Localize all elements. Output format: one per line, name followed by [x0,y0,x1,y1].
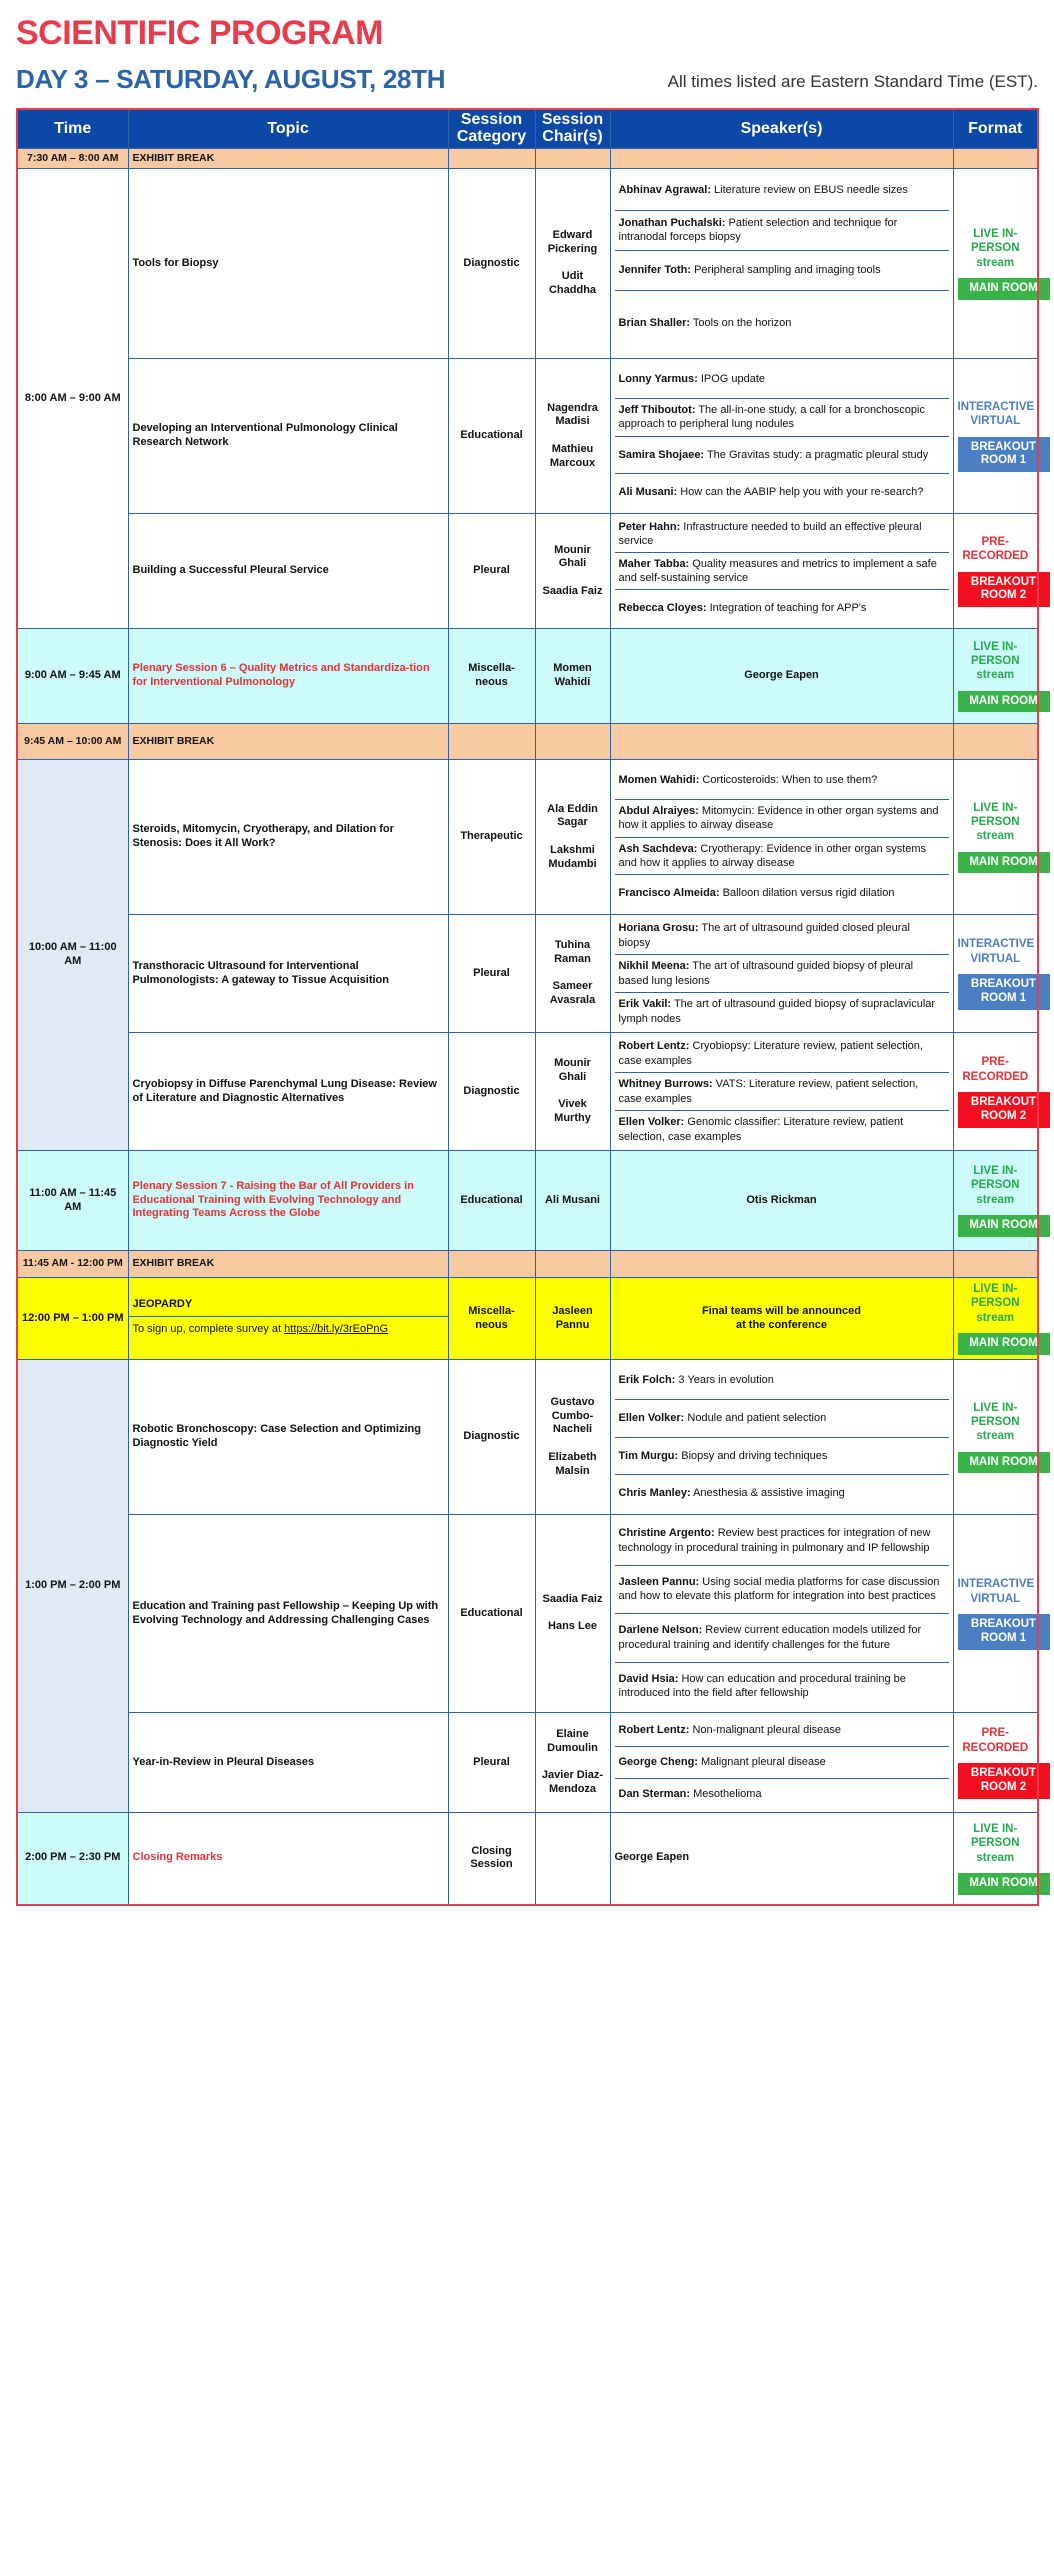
session-speaker: George Eapen [610,1813,953,1905]
main-room-badge: MAIN ROOM [958,691,1050,713]
session-category: Educational [448,1151,535,1251]
speaker-item: Whitney Burrows: VATS: Literature review, patient selection, case examples [615,1073,949,1111]
session-speakers [610,1360,953,1515]
session-topic: Robotic Bronchoscopy: Case Selection and Optimizing Diagnostic Yield [128,1360,448,1515]
session-category: Miscella-neous [448,629,535,724]
table-header-row [17,109,1038,149]
speaker-item: Darlene Nelson: Review current education models utilized for procedural training and identify challenges for the future [615,1614,949,1663]
session-chairs [535,915,610,1033]
session-row [17,1713,1038,1813]
block-time: 12:00 PM – 1:00 PM [17,1278,128,1360]
break-row [17,149,1038,169]
speaker-item: Ali Musani: How can the AABIP help you with your re-search? [618,486,924,499]
page-title: SCIENTIFIC PROGRAM [16,14,383,52]
chair-name: Javier Diaz-Mendoza [541,1769,604,1796]
breakout-room-1-badge: BREAKOUT ROOM 1 [958,974,1050,1010]
col-header-speakers: Speaker(s) [610,109,953,149]
break-time: 11:45 AM - 12:00 PM [17,1251,128,1278]
session-format [953,1033,1038,1151]
session-format [953,915,1038,1033]
speaker-item: Ash Sachdeva: Cryotherapy: Evidence in other organ systems and how it applies to airway disease [615,838,949,876]
speaker-item: Abhinav Agrawal: Literature review on EBUS needle sizes [615,171,949,211]
chair-name: Elaine Dumoulin [547,1728,598,1754]
session-chairs [535,1813,610,1905]
session-speakers [610,760,953,915]
format-pre-label: PRE-RECORDED [962,535,1029,563]
chair-name: Vivek Murthy [554,1098,591,1125]
session-topic: Building a Successful Pleural Service [128,514,448,629]
format-live-label: LIVE IN-PERSON stream [970,640,1020,682]
plenary-row [17,629,1038,724]
main-room-badge: MAIN ROOM [958,1333,1050,1355]
session-format [953,1813,1038,1905]
session-chairs [535,1713,610,1813]
session-chairs [535,760,610,915]
jeopardy-row [17,1278,1038,1360]
session-speaker: George Eapen [610,629,953,724]
chair-name: Mathieu Marcoux [549,442,596,469]
format-virtual-label: INTERACTIVE VIRTUAL [957,1578,1035,1605]
session-speakers [610,1033,953,1151]
chair-name: Jasleen Pannu [552,1304,593,1331]
signup-link[interactable]: https://bit.ly/3rEoPnG [284,1323,389,1335]
speaker-item: Erik Vakil: The art of ultrasound guided biopsy of supraclavicular lymph nodes [618,998,936,1025]
col-header-time: Time [17,109,128,149]
session-format [953,169,1038,359]
speaker-item: Rebecca Cloyes: Integration of teaching for APP's [618,601,867,614]
session-speakers [610,915,953,1033]
format-virtual-label: INTERACTIVE VIRTUAL [957,938,1035,965]
signup-text: To sign up, complete survey at https://bit.ly/3rEoPnG [132,1323,389,1335]
format-pre-label: PRE-RECORDED [962,1056,1029,1083]
timezone-note: All times listed are Eastern Standard Time (EST). [667,72,1038,91]
block-time: 10:00 AM – 11:00 AM [17,760,128,1151]
speaker-item: Nikhil Meena: The art of ultrasound guided biopsy of pleural based lung lesions [615,955,949,993]
break-label: EXHIBIT BREAK [128,1251,448,1278]
session-category: Educational [448,359,535,514]
session-speakers [610,514,953,629]
session-chairs [535,629,610,724]
session-chairs [535,1515,610,1713]
session-chairs [535,1278,610,1360]
main-room-badge: MAIN ROOM [958,278,1050,300]
main-room-badge: MAIN ROOM [958,1873,1050,1895]
chair-name: Saadia Faiz [542,1592,603,1605]
break-row [17,724,1038,760]
session-topic: Plenary Session 6 – Quality Metrics and Standardiza-tion for Interventional Pulmonology [128,629,448,724]
jeopardy-topic-cell [128,1278,448,1360]
chair-name: Tuhina Raman [554,939,591,965]
block-time: 2:00 PM – 2:30 PM [17,1813,128,1905]
break-row [17,1251,1038,1278]
chair-name: Edward Pickering [547,229,598,255]
session-topic: Steroids, Mitomycin, Cryotherapy, and Dilation for Stenosis: Does it All Work? [128,760,448,915]
session-row [17,1033,1038,1151]
breakout-room-2-badge: BREAKOUT ROOM 2 [958,572,1050,608]
speaker-item: Jonathan Puchalski: Patient selection and technique for intranodal forceps biopsy [615,211,949,251]
speaker-item: Ellen Volker: Nodule and patient selection [615,1400,949,1438]
chair-name: Ala Eddin Sagar [547,802,598,829]
session-row [17,359,1038,514]
format-live-label: LIVE IN-PERSON stream [970,228,1020,269]
session-speakers [610,359,953,514]
col-header-category: Session Category [448,109,535,149]
session-row [17,1515,1038,1713]
session-category: Pleural [448,514,535,629]
speaker-item: Samira Shojaee: The Gravitas study: a pragmatic pleural study [615,437,949,475]
speaker-item: Francisco Almeida: Balloon dilation versus rigid dilation [618,887,895,900]
col-header-format: Format [953,109,1038,149]
chair-name: Momen Wahidi [553,662,592,688]
breakout-room-2-badge: BREAKOUT ROOM 2 [958,1092,1050,1128]
speaker-item: Horiana Grosu: The art of ultrasound guided closed pleural biopsy [615,917,949,955]
speaker-item: Lonny Yarmus: IPOG update [615,361,949,399]
block-time: 8:00 AM – 9:00 AM [17,169,128,629]
session-category: Pleural [448,1713,535,1813]
chair-name: Hans Lee [548,1620,597,1633]
speaker-item: Momen Wahidi: Corticosteroids: When to use them? [615,762,949,800]
chair-name: Mounir Ghali [554,1057,591,1083]
speaker-item: Erik Folch: 3 Years in evolution [615,1362,949,1400]
speaker-item: Robert Lentz: Non-malignant pleural disease [615,1715,949,1747]
chair-name: Lakshmi Mudambi [548,843,597,870]
session-row [17,760,1038,915]
format-pre-label: PRE-RECORDED [962,1727,1029,1754]
closing-row [17,1813,1038,1905]
chair-name: Gustavo Cumbo-Nacheli [550,1395,595,1436]
block-time: 11:00 AM – 11:45 AM [17,1151,128,1251]
speaker-item: Robert Lentz: Cryobiopsy: Literature review, patient selection, case examples [615,1035,949,1073]
session-row [17,1360,1038,1515]
session-format [953,1151,1038,1251]
session-format [953,359,1038,514]
chair-name: Saadia Faiz [542,584,603,597]
session-speakers [610,1515,953,1713]
col-header-chairs: Session Chair(s) [535,109,610,149]
session-format [953,1515,1038,1713]
speaker-item: Brian Shaller: Tools on the horizon [618,317,792,330]
session-row [17,915,1038,1033]
speaker-item: David Hsia: How can education and procedural training be introduced into the field after fellowship [618,1672,906,1700]
session-topic: Year-in-Review in Pleural Diseases [128,1713,448,1813]
session-chairs [535,514,610,629]
session-category: Educational [448,1515,535,1713]
session-category: Miscella-neous [448,1278,535,1360]
chair-name: Sameer Avasrala [549,980,596,1007]
session-category: Closing Session [448,1813,535,1905]
format-virtual-label: INTERACTIVE VIRTUAL [957,400,1035,428]
speaker-item: Ellen Volker: Genomic classifier: Literature review, patient selection, case examples [618,1116,904,1143]
session-format [953,760,1038,915]
plenary-row [17,1151,1038,1251]
break-time: 7:30 AM – 8:00 AM [17,149,128,169]
speaker-item: George Cheng: Malignant pleural disease [615,1747,949,1779]
session-format [953,629,1038,724]
chair-name: Mounir Ghali [554,543,591,570]
speaker-item: Tim Murgu: Biopsy and driving techniques [615,1438,949,1476]
block-time: 9:00 AM – 9:45 AM [17,629,128,724]
session-category: Diagnostic [448,1033,535,1151]
session-row [17,169,1038,359]
format-live-label: LIVE IN-PERSON stream [970,1822,1020,1864]
chair-name: Nagendra Madisi [547,401,598,428]
session-topic: Transthoracic Ultrasound for Interventional Pulmonologists: A gateway to Tissue Acquisition [128,915,448,1033]
session-category: Pleural [448,915,535,1033]
session-format [953,1360,1038,1515]
session-row [17,514,1038,629]
session-category: Diagnostic [448,1360,535,1515]
session-speakers [610,169,953,359]
session-chairs [535,169,610,359]
session-chairs [535,1033,610,1151]
speaker-item: Dan Sterman: Mesothelioma [618,1788,762,1801]
session-topic: Tools for Biopsy [128,169,448,359]
break-label: EXHIBIT BREAK [128,149,448,169]
session-category: Therapeutic [448,760,535,915]
session-format [953,1713,1038,1813]
speaker-item: Chris Manley: Anesthesia & assistive imaging [618,1487,845,1500]
speaker-item: Christine Argento: Review best practices for integration of new technology in procedural training in pulmonary and IP fellowship [615,1517,949,1566]
format-live-label: LIVE IN-PERSON stream [970,1165,1020,1206]
session-chairs [535,1151,610,1251]
session-topic: Plenary Session 7 - Raising the Bar of All Providers in Educational Training with Evolving Technology and Integrating Teams Across the Globe [128,1151,448,1251]
breakout-room-2-badge: BREAKOUT ROOM 2 [958,1763,1050,1799]
session-speaker: Otis Rickman [610,1151,953,1251]
speaker-item: Jennifer Toth: Peripheral sampling and imaging tools [615,251,949,291]
format-live-label: LIVE IN-PERSON stream [970,1401,1020,1443]
chair-name: Elizabeth Malsin [548,1450,597,1477]
col-header-topic: Topic [128,109,448,149]
page-subtitle: DAY 3 – SATURDAY, AUGUST, 28TH [16,64,446,94]
session-speaker: Final teams will be announced at the conference [610,1278,953,1360]
session-topic: Developing an Interventional Pulmonology Clinical Research Network [128,359,448,514]
chair-name: Ali Musani [544,1193,600,1206]
session-chairs [535,1360,610,1515]
chair-name: Udit Chaddha [548,270,597,297]
speaker-item: Abdul Alraiyes: Mitomycin: Evidence in other organ systems and how it applies to airway disease [615,800,949,838]
speaker-item: Jasleen Pannu: Using social media platforms for case discussion and how to elevate this platform for integration into best practices [615,1566,949,1615]
break-label: EXHIBIT BREAK [128,724,448,760]
main-room-badge: MAIN ROOM [958,852,1050,874]
block-time: 1:00 PM – 2:00 PM [17,1360,128,1813]
breakout-room-1-badge: BREAKOUT ROOM 1 [958,1614,1050,1650]
main-room-badge: MAIN ROOM [958,1215,1050,1237]
format-live-label: LIVE IN-PERSON stream [970,801,1020,843]
session-speakers [610,1713,953,1813]
break-time: 9:45 AM – 10:00 AM [17,724,128,760]
session-format [953,1278,1038,1360]
session-topic: Education and Training past Fellowship – Keeping Up with Evolving Technology and Addressing Challenging Cases [128,1515,448,1713]
speaker-item: Peter Hahn: Infrastructure needed to build an effective pleural service [615,516,949,553]
session-chairs [535,359,610,514]
main-room-badge: MAIN ROOM [958,1452,1050,1474]
session-topic: Closing Remarks [128,1813,448,1905]
format-live-label: LIVE IN-PERSON stream [970,1283,1020,1324]
schedule-table [16,108,1039,1906]
session-format [953,514,1038,629]
speaker-item: Jeff Thiboutot: The all-in-one study, a call for a bronchoscopic approach to peripheral lung nodules [615,399,949,437]
speaker-item: Maher Tabba: Quality measures and metrics to implement a safe and self-sustaining service [615,553,949,590]
session-category: Diagnostic [448,169,535,359]
breakout-room-1-badge: BREAKOUT ROOM 1 [958,437,1050,473]
session-topic: Cryobiopsy in Diffuse Parenchymal Lung Disease: Review of Literature and Diagnostic Alternatives [128,1033,448,1151]
session-topic: JEOPARDY [129,1294,448,1317]
